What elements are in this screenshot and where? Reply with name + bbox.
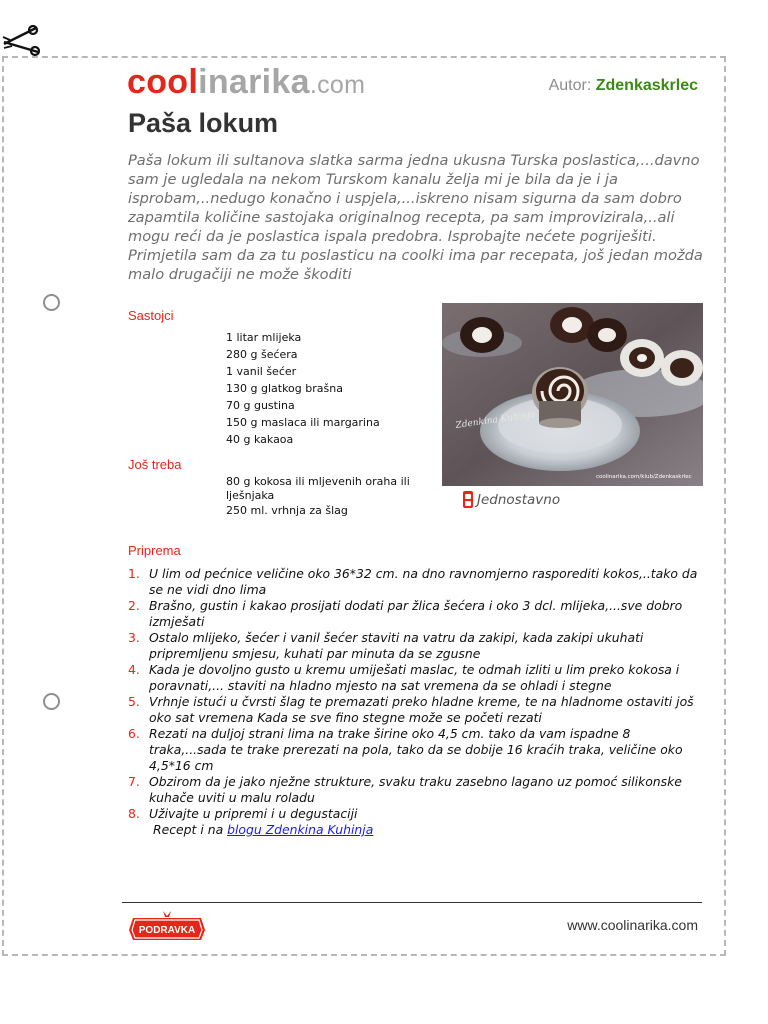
step-text: Kada je dovoljno gusto u kremu umiješati maslac, te odmah izliti u lim preko kokosa i poravnati,... staviti na hladno mjesto na sat vremena da se ohladi i stegne: [149, 662, 680, 693]
footer-divider: [122, 902, 702, 903]
ingredient-item: 150 g maslaca ili margarina: [226, 416, 380, 429]
step-item: [128, 726, 704, 774]
punch-hole-top: [43, 294, 60, 311]
step-number: 3.: [128, 630, 140, 645]
step-item: [128, 566, 704, 598]
step-text: U lim od pećnice veličine oko 36*32 cm. na dno ravnomjerno rasporediti kokos,..tako da se ne vidi dno lima: [149, 566, 698, 597]
ingredient-item: 250 ml. vrhnja za šlag: [226, 504, 348, 517]
author-label: Autor:: [548, 77, 592, 94]
photo-watermark: Zdenkina Kuhinja: [455, 409, 537, 431]
ingredients-list: [226, 329, 380, 448]
ingredient-item: 1 litar mlijeka: [226, 331, 302, 344]
step-number: 8.: [128, 806, 140, 821]
step-number: 7.: [128, 774, 140, 789]
ingredient-item: 70 g gustina: [226, 399, 295, 412]
website-url[interactable]: www.coolinarika.com: [567, 917, 698, 933]
author-name[interactable]: Zdenkaskrlec: [595, 77, 698, 94]
step-item: [128, 694, 704, 726]
ingredient-item: 1 vanil šećer: [226, 365, 297, 378]
svg-text:PODRAVKA: PODRAVKA: [138, 925, 196, 936]
step-item: [128, 598, 704, 630]
ingredient-item: 130 g glatkog brašna: [226, 382, 343, 395]
step-number: 6.: [128, 726, 140, 741]
author-line: [549, 77, 698, 95]
punch-hole-bottom: [43, 693, 60, 710]
recipe-photo: [442, 303, 703, 486]
reference-prefix: Recept i na: [153, 822, 228, 837]
extra-ingredients-list: [226, 475, 421, 519]
chef-hat-icon: [462, 490, 474, 509]
recipe-reference: [128, 822, 704, 838]
photo-credit: coolinarika.com/klub/Zdenkaskrlec: [596, 474, 692, 480]
step-number: 2.: [128, 598, 140, 613]
extra-ingredients-heading: Još treba: [128, 457, 182, 472]
recipe-intro: Paša lokum ili sultanova slatka sarma jedna ukusna Turska poslastica,...davno sam je ugledala na nekom Turskom kanalu želja mi je bila da je i ja isprobam,..nedugo konačno i uspjela,...iskreno nisam sigurna da sam dobro zapamtila količine sastojaka originalnog recepta, pa sam improvizirala,..ali mogu reći da je poslastica ispala predobra. Isprobajte nećete pogriješiti. Primjetila sam da za tu poslasticu na coolki ima par recepata, još jedan možda malo drugačiji ne može škoditi: [128, 152, 703, 283]
preparation-heading: Priprema: [128, 543, 181, 558]
ingredient-item: 80 g kokosa ili mljevenih oraha ili lješnjaka: [226, 475, 410, 502]
difficulty-label: Jednostavno: [477, 492, 561, 508]
step-item: [128, 806, 704, 822]
step-item: [128, 630, 704, 662]
step-item: [128, 774, 704, 806]
step-item: [128, 662, 704, 694]
difficulty-indicator: [462, 490, 560, 509]
preparation-steps: [128, 566, 704, 838]
step-number: 1.: [128, 566, 140, 581]
ingredient-item: 280 g šećera: [226, 348, 298, 361]
step-number: 4.: [128, 662, 140, 677]
podravka-logo: [127, 909, 207, 942]
ingredients-heading: Sastojci: [128, 308, 174, 323]
step-text: Rezati na duljoj strani lima na trake širine oko 4,5 cm. tako da vam ispadne 8 traka,...sada te trake prerezati na pola, tako da se dobije 16 kraćih traka, veličine oko 4,5*16 cm: [149, 726, 683, 773]
step-text: Obzirom da je jako nježne strukture, svaku traku zasebno lagano uz pomoć silikonske kuhače uviti u malu roladu: [149, 774, 682, 805]
ingredient-item: 40 g kakaoa: [226, 433, 294, 446]
step-text: Vrhnje istući u čvrsti šlag te premazati preko hladne kreme, te na hladnome ostaviti još oko sat vremena Kada se sve fino stegne može se početi rezati: [149, 694, 694, 725]
step-number: 5.: [128, 694, 140, 709]
blog-link[interactable]: blogu Zdenkina Kuhinja: [227, 822, 374, 837]
recipe-title: Paša lokum: [128, 108, 279, 138]
step-text: Uživajte u pripremi i u degustaciji: [149, 806, 358, 821]
step-text: Ostalo mlijeko, šećer i vanil šećer staviti na vatru da zakipi, kada zakipi ukuhati pripremljenu smjesu, kuhati par minuta da se zgusne: [149, 630, 644, 661]
coolinarika-logo: coolinarika.com: [127, 63, 366, 101]
step-text: Brašno, gustin i kakao prosijati dodati par žlica šećera i oko 3 dcl. mlijeka,...sve dobro izmješati: [149, 598, 683, 629]
